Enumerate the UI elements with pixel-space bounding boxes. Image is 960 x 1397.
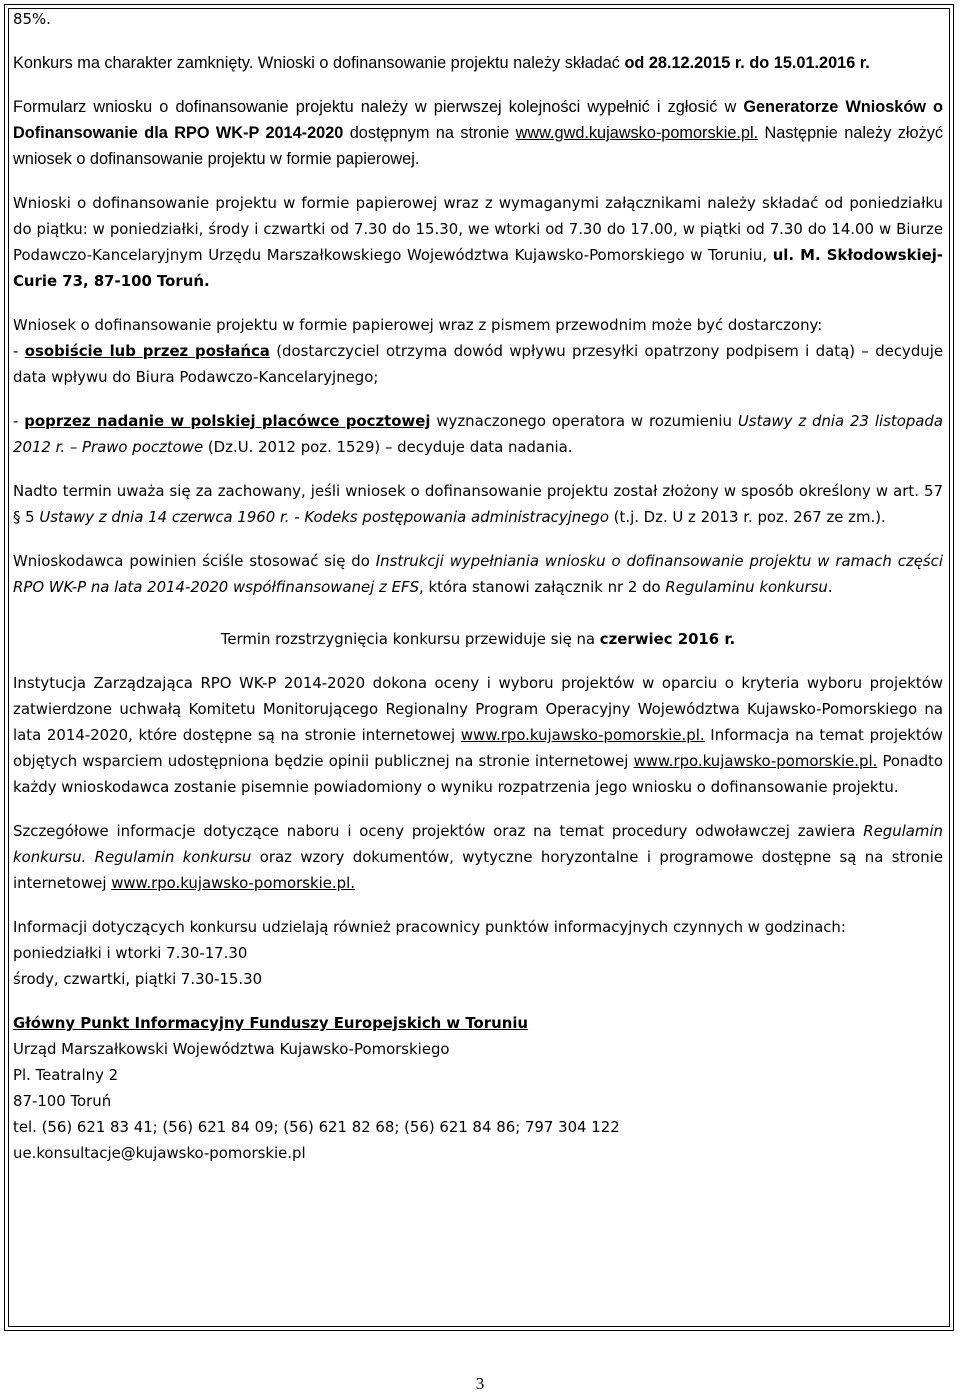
nadto-text-2: (t.j. Dz. U z 2013 r. poz. 267 ze zm.). [608,508,886,526]
rpo-link[interactable]: www.rpo.kujawsko-pomorskie.pl. [460,726,705,744]
termin-date: czerwiec 2016 r. [599,630,736,648]
szczegolowe-text-2: oraz wzory dokumentów, wytyczne horyzontalne i programowe dostępne są na stronie internetowej [13,848,943,892]
instytucja-text-2: Informacja na temat projektów objętych wsparciem udostępniona będzie opinii publicznej na stronie internetowej [13,726,943,770]
konkurs-dates: od 28.12.2015 r. do 15.01.2016 r. [624,54,870,72]
contact-street: Pl. Teatralny 2 [13,1066,119,1084]
hours-wed-fri: środy, czwartki, piątki 7.30-15.30 [13,970,263,988]
dostarczony-text: Wniosek o dofinansowanie projektu w formie papierowej wraz z pismem przewodnim może być dostarczony: [13,316,823,334]
poczta-text-3: (Dz.U. 2012 poz. 1529) – decyduje data nadania. [203,438,573,456]
poczta-text-2: wyznaczonego operatora w rozumieniu [430,412,738,430]
rpo-link[interactable]: www.rpo.kujawsko-pomorskie.pl. [111,874,355,892]
contact-block [13,1010,943,1166]
instrukcja-title: Instrukcji wypełniania wniosku o dofinansowanie projektu w ramach części RPO WK-P na lata 2014-2020 współfinansowanej z EFS [13,552,943,596]
konkurs-text: Konkurs ma charakter zamknięty. Wnioski o dofinansowanie projektu należy składać [13,54,625,72]
regulamin-title: Regulamin konkursu. Regulamin konkursu [13,822,943,866]
osobiscie-text: osobiście lub przez posłańca [24,342,270,360]
contact-email[interactable]: ue.konsultacje@kujawsko-pomorskie.pl [13,1144,306,1162]
paragraph-szczegolowe [13,818,943,896]
formularz-text-2: dostępnym na stronie [343,124,516,142]
contact-name: Główny Punkt Informacyjny Funduszy Europejskich w Toruniu [13,1014,529,1032]
ustawa-pocztowe: Ustawy z dnia 23 listopada 2012 r. – Prawo pocztowe [13,412,943,456]
contact-phone: tel. (56) 621 83 41; (56) 621 84 09; (56) 621 82 68; (56) 621 84 86; 797 304 122 [13,1118,620,1136]
generator-name: Generatorze Wniosków o Dofinansowanie dla RPO WK-P 2014-2020 [13,98,943,142]
formularz-text: Formularz wniosku o dofinansowanie projektu należy w pierwszej kolejności wypełnić i zgłosić w [13,98,744,116]
dostarczony-text-2: (dostarczyciel otrzyma dowód wpływu przesyłki opatrzony podpisem i datą) – decyduje data wpływu do Biura Podawczo-Kancelaryjnego; [13,342,944,386]
hours-mon-tue: poniedziałki i wtorki 7.30-17.30 [13,944,248,962]
dash: - [13,342,25,360]
szczegolowe-text: Szczegółowe informacje dotyczące naboru i oceny projektów oraz na temat procedury odwoławczej zawiera [13,822,864,840]
paragraph-dostarczony [13,312,943,390]
paragraph-informacji [13,914,943,992]
papier-address: ul. M. Skłodowskiej-Curie 73, 87-100 Toruń. [13,246,943,290]
contact-city: 87-100 Toruń [13,1092,112,1110]
poczta-text: poprzez nadanie w polskiej placówce pocztowej [24,412,431,430]
instrukcja-text: Wnioskodawca powinien ściśle stosować się do [13,552,376,570]
percent-text: 85%. [13,10,51,28]
papier-text: Wnioski o dofinansowanie projektu w formie papierowej wraz z wymaganymi załącznikami należy składać od poniedziałku do piątku: w poniedziałki, środy i czwartki od 7.30 do 15.30, we wtorki od 7.30 do 17.00, w piątki od 7.30 do 14.00 w Biurze Podawczo-Kancelaryjnym Urzędu Marszałkowskiego Województwa Kujawsko-Pomorskiego w Toruniu, [13,194,943,264]
paragraph-poczta [13,408,943,460]
page-number: 3 [475,1374,485,1393]
paragraph-termin [13,626,943,652]
regulamin-title: Regulaminu konkursu [665,578,828,596]
paragraph-percent [13,6,943,32]
dash: - [13,412,25,430]
contact-office: Urząd Marszałkowski Województwa Kujawsko-Pomorskiego [13,1040,450,1058]
paragraph-papier [13,190,943,294]
instytucja-text: Instytucja Zarządzająca RPO WK-P 2014-2020 dokona oceny i wyboru projektów w oparciu o kryteria wyboru projektów zatwierdzone uchwałą Komitetu Monitorującego Regionalny Program Operacyjny Województwa Kujawsko-Pomorskiego na lata 2014-2020, które dostępne są na stronie internetowej [13,674,943,744]
gwd-link[interactable]: www.gwd.kujawsko-pomorskie.pl. [515,124,759,142]
paragraph-formularz [13,94,943,172]
nadto-text: Nadto termin uważa się za zachowany, jeśli wniosek o dofinansowanie projektu został złożony w sposób określony w art. 57 § 5 [13,482,943,526]
rpo-link[interactable]: www.rpo.kujawsko-pomorskie.pl. [633,752,878,770]
formularz-text-3: Następnie należy złożyć wniosek o dofinansowanie projektu w formie papierowej. [13,124,943,168]
instrukcja-text-2: , która stanowi załącznik nr 2 do [419,578,666,596]
paragraph-instrukcja [13,548,943,600]
instrukcja-text-3: . [827,578,833,596]
termin-text: Termin rozstrzygnięcia konkursu przewiduje się na [220,630,600,648]
instytucja-text-3: Ponadto każdy wnioskodawca zostanie pisemnie powiadomiony o wyniku rozpatrzenia jego wniosku o dofinansowanie projektu. [13,752,943,796]
document-body [13,4,943,1166]
informacji-text: Informacji dotyczących konkursu udzielają również pracownicy punktów informacyjnych czynnych w godzinach: [13,918,846,936]
paragraph-konkurs [13,50,943,76]
paragraph-nadto [13,478,943,530]
paragraph-instytucja [13,670,943,800]
kpa-title: Ustawy z dnia 14 czerwca 1960 r. - Kodeks postępowania administracyjnego [39,508,609,526]
